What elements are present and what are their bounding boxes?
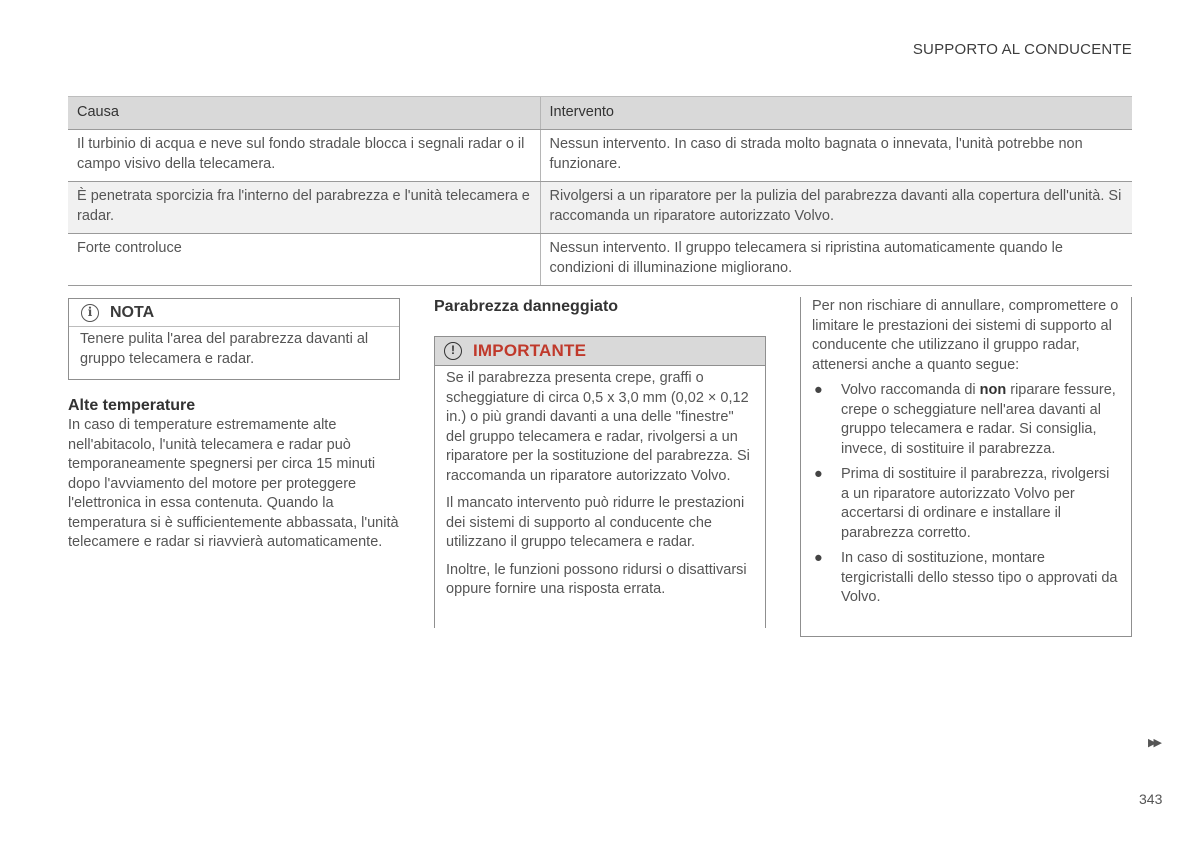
list-item-text: In caso di sostituzione, montare tergicristalli dello stesso tipo o approvati da Volvo. bbox=[841, 550, 1118, 605]
table-cell-intervento: Nessun intervento. In caso di strada molto bagnata o innevata, l'unità potrebbe non funzionare. bbox=[540, 130, 1132, 182]
nota-box bbox=[68, 298, 400, 380]
importante-paragraph: Se il parabrezza presenta crepe, graffi o scheggiature di circa 0,5 x 3,0 mm (0,02 × 0,12 in.) o più grandi davanti a una delle "finestre" del gruppo telecamera e radar, rivolgersi a un riparatore per la sostituzione del parabrezza. Si raccomanda un riparatore autorizzato Volvo. bbox=[446, 370, 750, 484]
alte-temperature-text: In caso di temperature estremamente alte nell'abitacolo, l'unità telecamera e radar può temporaneamente spegnersi per circa 15 minuti dopo l'avviamento del motore per proteggere l'elettronica in essa contenuta. Quando la temperatura si è sufficientemente abbassata, l'unità telecamere e radar si riavvierà automaticamente. bbox=[68, 417, 399, 550]
table-cell-causa: Il turbinio di acqua e neve sul fondo stradale blocca i segnali radar o il campo visivo della telecamera. bbox=[68, 130, 540, 182]
importante-box bbox=[434, 336, 766, 628]
recommendations-box bbox=[800, 297, 1132, 637]
importante-body bbox=[435, 366, 765, 600]
recommendations-intro: Per non rischiare di annullare, compromettere o limitare le prestazioni dei sistemi di supporto al conducente che utilizzano il gruppo radar, attenersi anche a quanto segue: bbox=[812, 298, 1119, 373]
warning-icon: ! bbox=[444, 342, 462, 360]
table-row bbox=[68, 130, 1132, 182]
alte-temperature-heading: Alte temperature bbox=[68, 397, 196, 414]
column-header-intervento: Intervento bbox=[540, 97, 1132, 130]
list-item-text: Prima di sostituire il parabrezza, rivolgersi a un riparatore autorizzato Volvo per accertarsi di ordinare e installare il parabrezza corretto. bbox=[841, 466, 1110, 541]
bullet-icon: ● bbox=[814, 550, 823, 566]
table-cell-intervento: Nessun intervento. Il gruppo telecamera si ripristina automaticamente quando le condizioni di illuminazione migliorano. bbox=[540, 234, 1132, 286]
bullet-icon: ● bbox=[814, 382, 823, 398]
importante-title: IMPORTANTE bbox=[473, 341, 587, 361]
table-header-row bbox=[68, 97, 1132, 130]
section-title: SUPPORTO AL CONDUCENTE bbox=[912, 41, 1132, 58]
nota-title: NOTA bbox=[110, 303, 155, 321]
page-number: 343 bbox=[1139, 791, 1163, 807]
list-item-text: Volvo raccomanda di bbox=[841, 382, 980, 398]
troubleshooting-table bbox=[68, 96, 1132, 286]
info-icon: i bbox=[81, 304, 99, 322]
table-cell-causa: È penetrata sporcizia fra l'interno del parabrezza e l'unità telecamera e radar. bbox=[68, 182, 540, 234]
bullet-icon: ● bbox=[814, 466, 823, 482]
importante-header bbox=[435, 336, 765, 366]
column-header-causa: Causa bbox=[68, 97, 540, 130]
parabrezza-heading: Parabrezza danneggiato bbox=[434, 298, 619, 315]
importante-paragraph: Il mancato intervento può ridurre le prestazioni dei sistemi di supporto al conducente che utilizzano il gruppo telecamera e radar. bbox=[446, 495, 745, 550]
list-item-text: riparare fessure, crepe o scheggiature nell'area davanti al gruppo telecamera e radar. Si consiglia, invece, di sostituire il parabrezza. bbox=[841, 382, 1116, 457]
double-arrow-right-icon: ▶▶ bbox=[1148, 737, 1159, 749]
list-item bbox=[812, 381, 1120, 459]
list-item-emphasis: non bbox=[979, 382, 1007, 398]
table-row bbox=[68, 182, 1132, 234]
nota-header bbox=[69, 299, 399, 327]
list-item bbox=[812, 549, 1120, 608]
table-cell-intervento: Rivolgersi a un riparatore per la pulizia del parabrezza davanti alla copertura dell'unità. Si raccomanda un riparatore autorizzato Volvo. bbox=[540, 182, 1132, 234]
nota-text: Tenere pulita l'area del parabrezza davanti al gruppo telecamera e radar. bbox=[80, 331, 369, 367]
recommendations-list bbox=[812, 381, 1120, 608]
importante-paragraph: Inoltre, le funzioni possono ridursi o disattivarsi oppure fornire una risposta errata. bbox=[446, 561, 747, 597]
list-item bbox=[812, 465, 1120, 543]
table-cell-causa: Forte controluce bbox=[68, 234, 540, 286]
table-row bbox=[68, 234, 1132, 286]
